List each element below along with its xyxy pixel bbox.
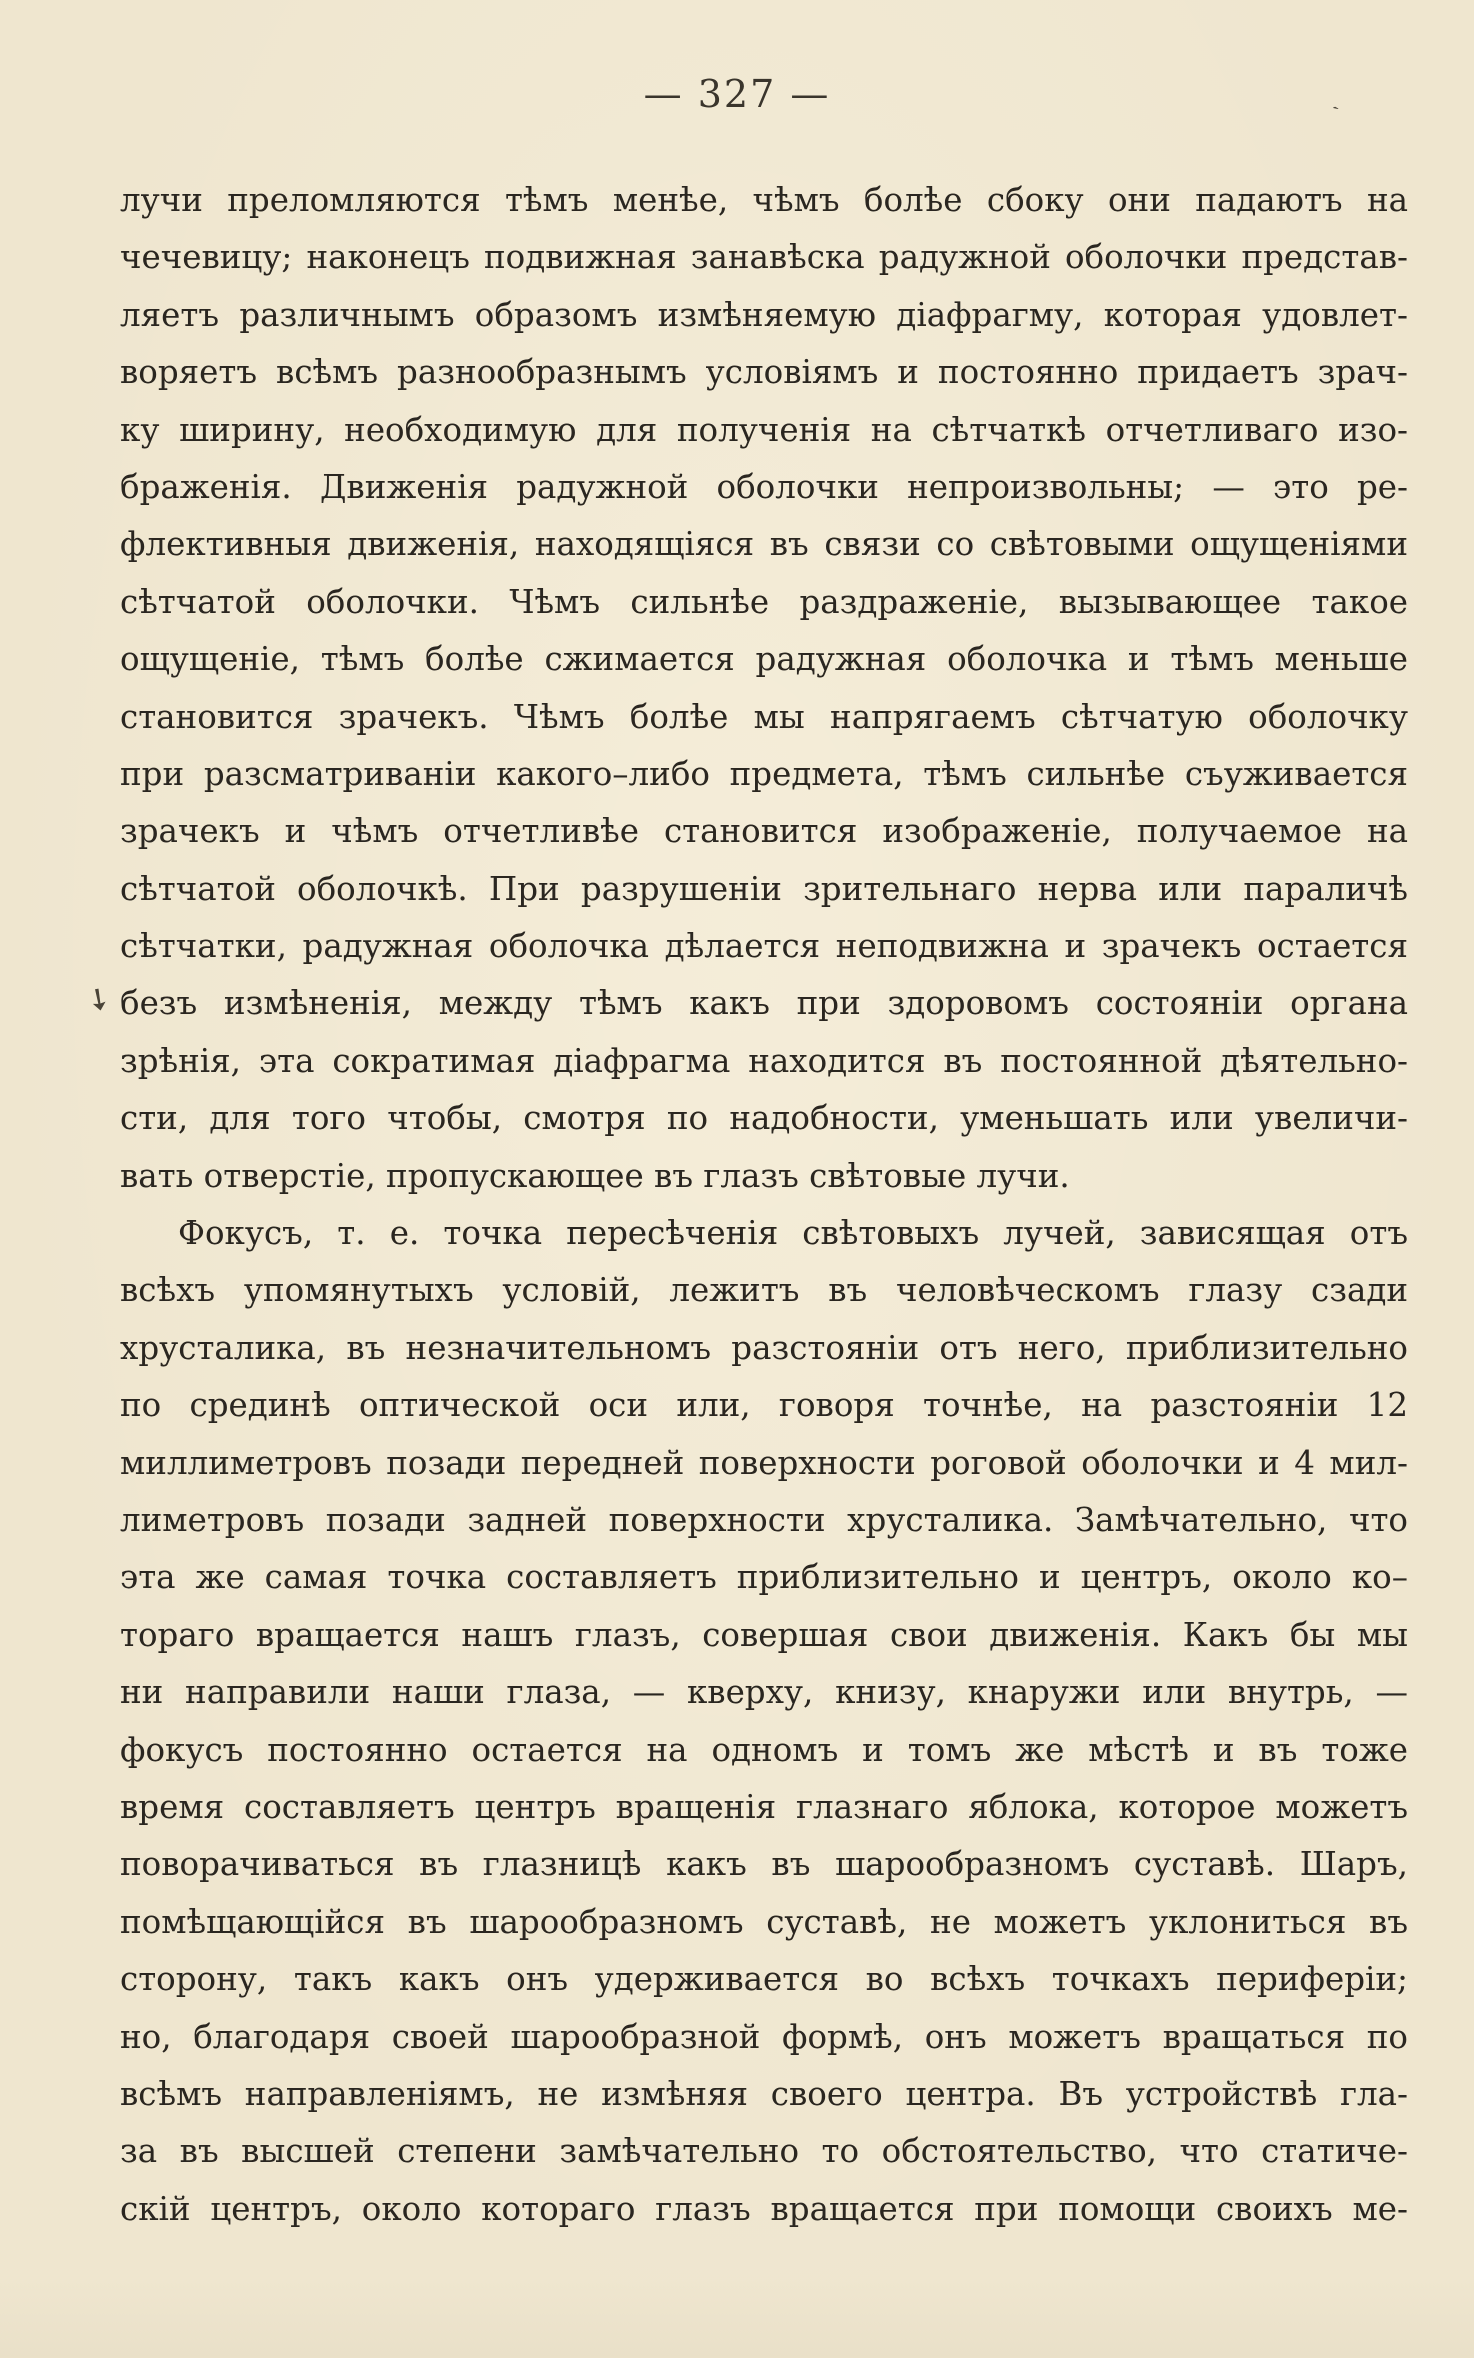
text-line: хрусталика, въ незначительномъ разстояніи отъ него, приблизительно xyxy=(120,1328,1408,1367)
text-line: время составляетъ центръ вращенія глазнаго яблока, которое можетъ xyxy=(120,1787,1408,1826)
text-line: помѣщающійся въ шарообразномъ суставѣ, не можетъ уклониться въ xyxy=(120,1902,1408,1941)
text-line: ляетъ различнымъ образомъ измѣняемую діафрагму, которая удовлет- xyxy=(120,295,1408,334)
text-line: миллиметровъ позади передней поверхности роговой оболочки и 4 мил- xyxy=(120,1443,1408,1482)
text-line: скій центръ, около котораго глазъ вращается при помощи своихъ ме- xyxy=(120,2189,1408,2228)
text-line: зрачекъ и чѣмъ отчетливѣе становится изображеніе, получаемое на xyxy=(120,812,1408,851)
text-line: чечевицу; наконецъ подвижная занавѣска радужной оболочки представ- xyxy=(120,238,1408,277)
text-line: сѣтчатой оболочкѣ. При разрушеніи зрительнаго нерва или параличѣ xyxy=(120,869,1408,908)
text-line: ни направили наши глаза, — кверху, книзу, кнаружи или внутрь, — xyxy=(120,1673,1408,1712)
text-line: за въ высшей степени замѣчательно то обстоятельство, что статиче- xyxy=(120,2132,1408,2171)
text-line: сти, для того чтобы, смотря по надобности, уменьшать или увеличи- xyxy=(120,1099,1408,1138)
text-line: эта же самая точка составляетъ приблизительно и центръ, около ко– xyxy=(120,1558,1408,1597)
text-line: зрѣнія, эта сократимая діафрагма находится въ постоянной дѣятельно- xyxy=(120,1041,1408,1080)
text-line: всѣмъ направленіямъ, не измѣняя своего центра. Въ устройствѣ гла- xyxy=(120,2074,1408,2113)
text-line: безъ измѣненія, между тѣмъ какъ при здоровомъ состояніи органа xyxy=(120,984,1408,1023)
margin-arrow-mark: ➘ xyxy=(78,977,119,1022)
text-line: сторону, такъ какъ онъ удерживается во всѣхъ точкахъ периферіи; xyxy=(120,1960,1408,1999)
text-line: лучи преломляются тѣмъ менѣе, чѣмъ болѣе сбоку они падаютъ на xyxy=(120,181,1408,219)
text-line: сѣтчатой оболочки. Чѣмъ сильнѣе раздраженіе, вызывающее такое xyxy=(120,582,1408,621)
text-line: тораго вращается нашъ глазъ, совершая свои движенія. Какъ бы мы xyxy=(120,1615,1408,1654)
text-line: по срединѣ оптической оси или, говоря точнѣе, на разстояніи 12 xyxy=(120,1386,1408,1425)
corner-mark: ˏ xyxy=(1323,86,1341,113)
text-line: браженія. Движенія радужной оболочки непроизвольны; — это ре- xyxy=(120,467,1408,506)
text-line: при разсматриваніи какого–либо предмета, тѣмъ сильнѣе съуживается xyxy=(120,754,1408,793)
text-line: поворачиваться въ глазницѣ какъ въ шарообразномъ суставѣ. Шаръ, xyxy=(120,1845,1408,1884)
body-text xyxy=(120,172,1408,2238)
text-line: ощущеніе, тѣмъ болѣе сжимается радужная оболочка и тѣмъ меньше xyxy=(120,640,1408,679)
page-bottom-shade xyxy=(0,2280,1474,2358)
text-line: флективныя движенія, находящіяся въ связи со свѣтовыми ощущеніями xyxy=(120,525,1408,564)
text-line: ку ширину, необходимую для полученія на сѣтчаткѣ отчетливаго изо- xyxy=(120,410,1408,449)
text-line: но, благодаря своей шарообразной формѣ, онъ можетъ вращаться по xyxy=(120,2017,1408,2056)
text-line: воряетъ всѣмъ разнообразнымъ условіямъ и постоянно придаетъ зрач- xyxy=(120,353,1408,392)
text-line: становится зрачекъ. Чѣмъ болѣе мы напрягаемъ сѣтчатую оболочку xyxy=(120,697,1408,736)
text-line: вать отверстіе, пропускающее въ глазъ свѣтовые лучи. xyxy=(120,1156,1070,1195)
page-number-header: — 327 — xyxy=(643,72,831,116)
text-line: сѣтчатки, радужная оболочка дѣлается неподвижна и зрачекъ остается xyxy=(120,927,1408,966)
text-line: лиметровъ позади задней поверхности хрусталика. Замѣчательно, что xyxy=(120,1500,1408,1539)
paragraph-first-line: Фокусъ, т. е. точка пересѣченія свѣтовыхъ лучей, зависящая отъ xyxy=(178,1214,1408,1253)
text-line: фокусъ постоянно остается на одномъ и томъ же мѣстѣ и въ тоже xyxy=(120,1730,1408,1769)
text-line: всѣхъ упомянутыхъ условій, лежитъ въ человѣческомъ глазу сзади xyxy=(120,1271,1408,1310)
